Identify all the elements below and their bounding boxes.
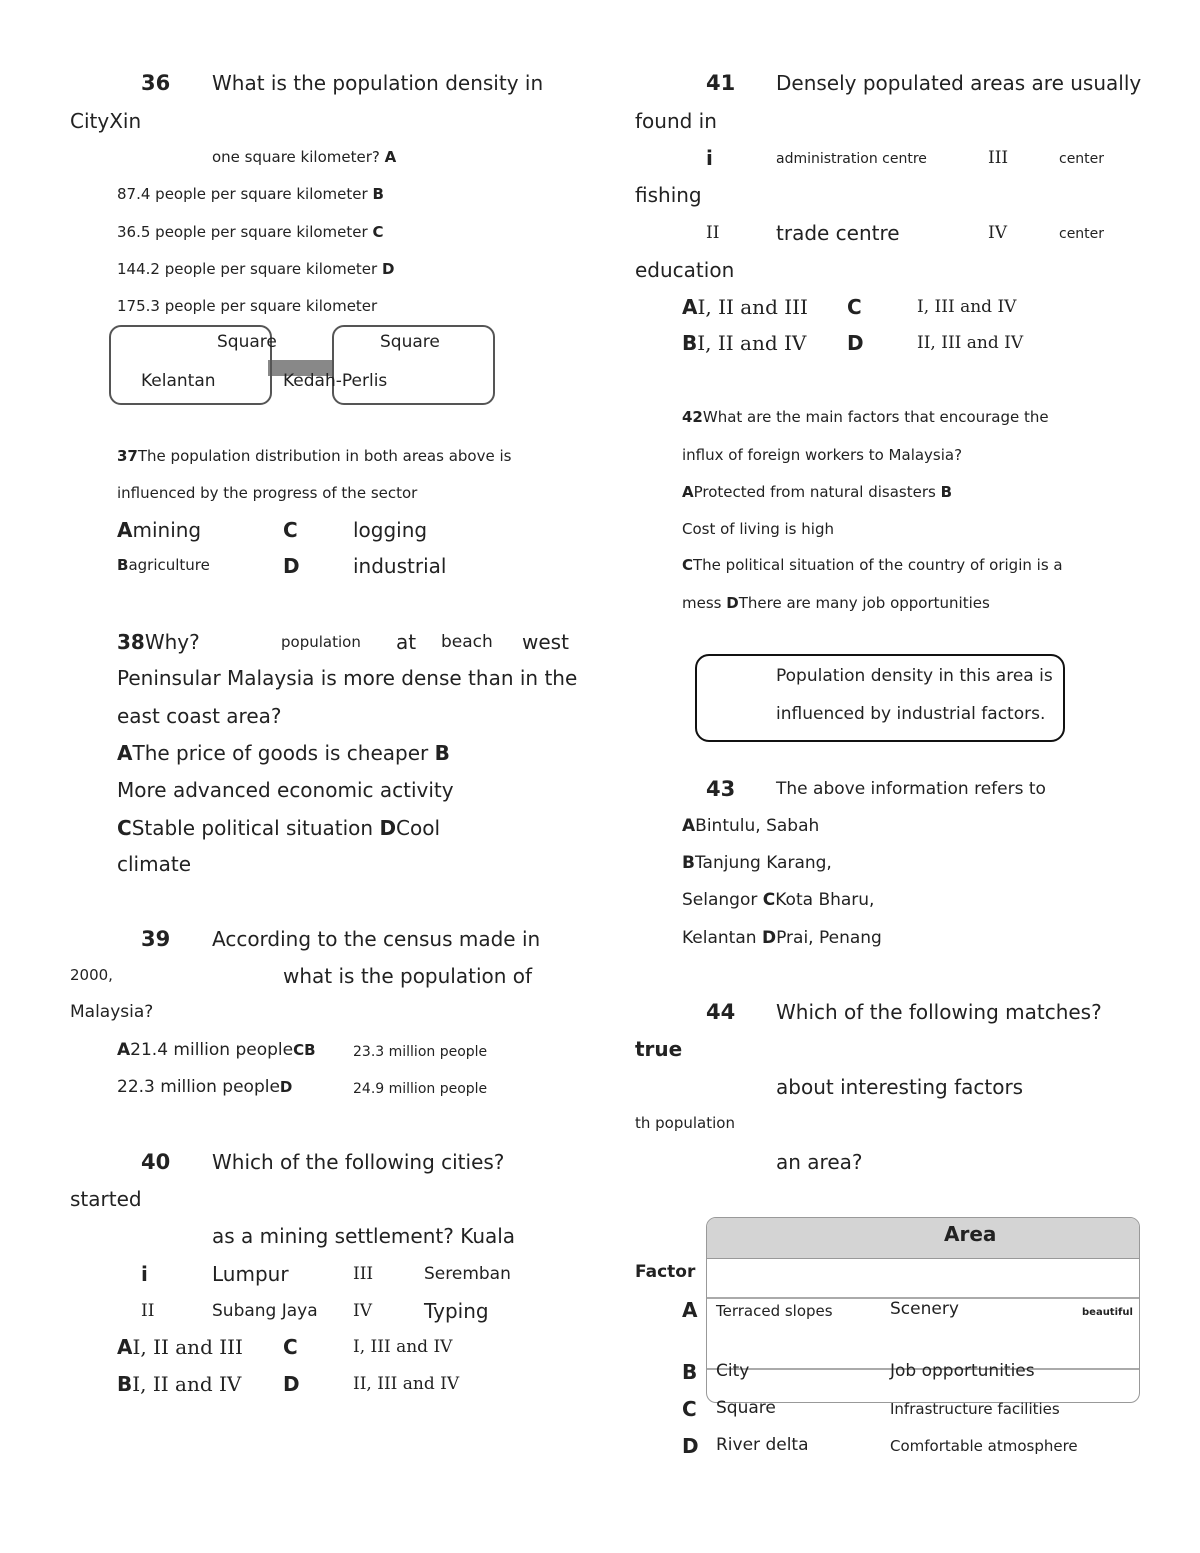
q44-row-b-area: City	[716, 1361, 750, 1381]
q44-row-a-factor: Scenery	[890, 1299, 959, 1319]
q38-question-w4: beach	[441, 632, 493, 652]
q38-option-a: AThe price of goods is cheaper B	[117, 741, 450, 765]
q36-number: 36	[141, 71, 171, 95]
q37-option-d: industrial	[353, 554, 447, 578]
q36-option-4: 175.3 people per square kilometer	[117, 297, 378, 315]
q39-number: 39	[141, 927, 171, 951]
q37-option-b: Bagriculture	[117, 556, 210, 574]
q41-option-d: II, III and IV	[917, 333, 1024, 353]
q44-row-a-area: Terraced slopes	[716, 1302, 833, 1320]
q36-option-2: 36.5 people per square kilometer C	[117, 223, 384, 241]
diagram-right-bottom: Kedah-Perlis	[283, 371, 388, 391]
q40-item-iv: Typing	[424, 1299, 489, 1323]
q39-question-end: Malaysia?	[70, 1002, 154, 1022]
q40-option-a: AI, II and III	[117, 1335, 243, 1359]
q38-question-w1: 38Why?	[117, 630, 200, 654]
q38-option-b: More advanced economic activity	[117, 778, 454, 802]
q40-question: Which of the following cities?	[212, 1150, 505, 1174]
q41-roman-i: i	[706, 146, 713, 170]
q37-letter-d: D	[283, 554, 300, 578]
q41-item-iv: center	[1059, 226, 1105, 242]
q44-table-header-band	[707, 1218, 1139, 1259]
q41-number: 41	[706, 71, 736, 95]
q38-question-w2: population	[281, 633, 361, 651]
q44-question: Which of the following matches?	[776, 1000, 1102, 1024]
q41-option-b: BI, II and IV	[682, 331, 807, 355]
q44-row-d-area: River delta	[716, 1435, 809, 1455]
q41-item-i: administration centre	[776, 151, 927, 167]
q43-number: 43	[706, 777, 736, 801]
q44-table-factor-label: Factor	[635, 1262, 696, 1282]
q40-roman-iii: III	[353, 1264, 374, 1284]
info-box-line1: Population density in this area is	[776, 666, 1053, 686]
q41-option-c: I, III and IV	[917, 297, 1017, 317]
q39-option-b: 22.3 million peopleD	[117, 1077, 293, 1097]
q41-item-iv-cont: education	[635, 258, 735, 282]
q43-question: The above information refers to	[776, 779, 1046, 799]
q43-option-b: BTanjung Karang,	[682, 853, 832, 873]
q40-item-iii: Seremban	[424, 1264, 511, 1284]
q44-question-line5: an area?	[776, 1150, 863, 1174]
q40-roman-iv: IV	[353, 1301, 372, 1321]
q38-question-w5: west	[522, 630, 569, 654]
q41-item-iii-cont: fishing	[635, 183, 702, 207]
q38-question-w3: at	[396, 630, 417, 654]
q41-question-cont: found in	[635, 109, 717, 133]
q42-option-b: Cost of living is high	[682, 520, 834, 538]
q41-roman-ii: II	[706, 223, 720, 243]
q40-option-c: I, III and IV	[353, 1337, 453, 1357]
q42-option-c-cont: mess DThere are many job opportunities	[682, 594, 990, 612]
q37-option-c: logging	[353, 518, 428, 542]
q38-option-d-cont: climate	[117, 852, 191, 876]
q42-question-cont: influx of foreign workers to Malaysia?	[682, 446, 963, 464]
q44-question-cont: true	[635, 1037, 683, 1061]
q39-option-d: 24.9 million people	[353, 1081, 488, 1097]
q40-letter-d: D	[283, 1372, 300, 1396]
q40-number: 40	[141, 1150, 171, 1174]
q39-option-a: A21.4 million peopleCB	[117, 1040, 316, 1060]
q41-question: Densely populated areas are usually	[776, 71, 1142, 95]
q38-option-c: CStable political situation DCool	[117, 816, 441, 840]
q44-row-c-factor: Infrastructure facilities	[890, 1400, 1060, 1418]
q44-question-line4: th population	[635, 1114, 735, 1132]
q44-row-a-letter: A	[682, 1298, 698, 1322]
q40-question-end: as a mining settlement? Kuala	[212, 1224, 516, 1248]
q43-option-c: Selangor CKota Bharu,	[682, 890, 875, 910]
q41-letter-d: D	[847, 331, 864, 355]
q41-item-iii: center	[1059, 151, 1105, 167]
q37-question-cont: influenced by the progress of the sector	[117, 484, 418, 502]
q44-row-a-extra: beautiful	[1082, 1307, 1133, 1318]
q43-option-d: Kelantan DPrai, Penang	[682, 928, 882, 948]
q40-roman-i: i	[141, 1262, 148, 1286]
q39-year: 2000,	[70, 966, 113, 984]
q42-question: 42What are the main factors that encourage the	[682, 408, 1049, 426]
q37-option-a: Amining	[117, 518, 202, 542]
q42-option-a: AProtected from natural disasters B	[682, 483, 953, 501]
q40-letter-c: C	[283, 1335, 298, 1359]
q40-option-b: BI, II and IV	[117, 1372, 242, 1396]
q40-question-cont: started	[70, 1187, 142, 1211]
q40-item-ii: Subang Jaya	[212, 1301, 318, 1321]
q36-question-end: one square kilometer? A	[212, 148, 397, 166]
q36-option-3: 144.2 people per square kilometer D	[117, 260, 395, 278]
q40-roman-ii: II	[141, 1301, 155, 1321]
q43-option-a: ABintulu, Sabah	[682, 816, 820, 836]
diagram-left-bottom: Kelantan	[141, 371, 216, 391]
q41-roman-iv: IV	[988, 223, 1007, 243]
q44-row-d-letter: D	[682, 1434, 699, 1458]
q39-option-c: 23.3 million people	[353, 1044, 488, 1060]
diagram-right-top: Square	[380, 332, 440, 352]
q44-row-c-letter: C	[682, 1397, 697, 1421]
q38-question-line2: Peninsular Malaysia is more dense than in the	[117, 666, 578, 690]
q40-option-d: II, III and IV	[353, 1374, 460, 1394]
q44-row-b-letter: B	[682, 1360, 698, 1384]
q44-row-d-factor: Comfortable atmosphere	[890, 1437, 1078, 1455]
q41-roman-iii: III	[988, 148, 1009, 168]
q41-letter-c: C	[847, 295, 862, 319]
q37-letter-c: C	[283, 518, 298, 542]
q40-item-i: Lumpur	[212, 1262, 289, 1286]
q44-number: 44	[706, 1000, 736, 1024]
q37-question: 37The population distribution in both areas above is	[117, 447, 512, 465]
q39-question-cont: what is the population of	[283, 964, 533, 988]
q39-question: According to the census made in	[212, 927, 541, 951]
q41-option-a: AI, II and III	[682, 295, 808, 319]
q36-question-cont: CityXin	[70, 109, 142, 133]
q38-question-line3: east coast area?	[117, 704, 282, 728]
q41-item-ii: trade centre	[776, 221, 900, 245]
q44-table-header: Area	[944, 1222, 997, 1246]
q44-question-line3: about interesting factors	[776, 1075, 1024, 1099]
q36-question: What is the population density in	[212, 71, 544, 95]
q42-option-c: CThe political situation of the country of origin is a	[682, 556, 1063, 574]
info-box-line2: influenced by industrial factors.	[776, 704, 1046, 724]
diagram-left-top: Square	[217, 332, 277, 352]
q44-row-c-area: Square	[716, 1398, 776, 1418]
q44-row-b-factor: Job opportunities	[890, 1361, 1035, 1381]
q36-option-1: 87.4 people per square kilometer B	[117, 185, 384, 203]
